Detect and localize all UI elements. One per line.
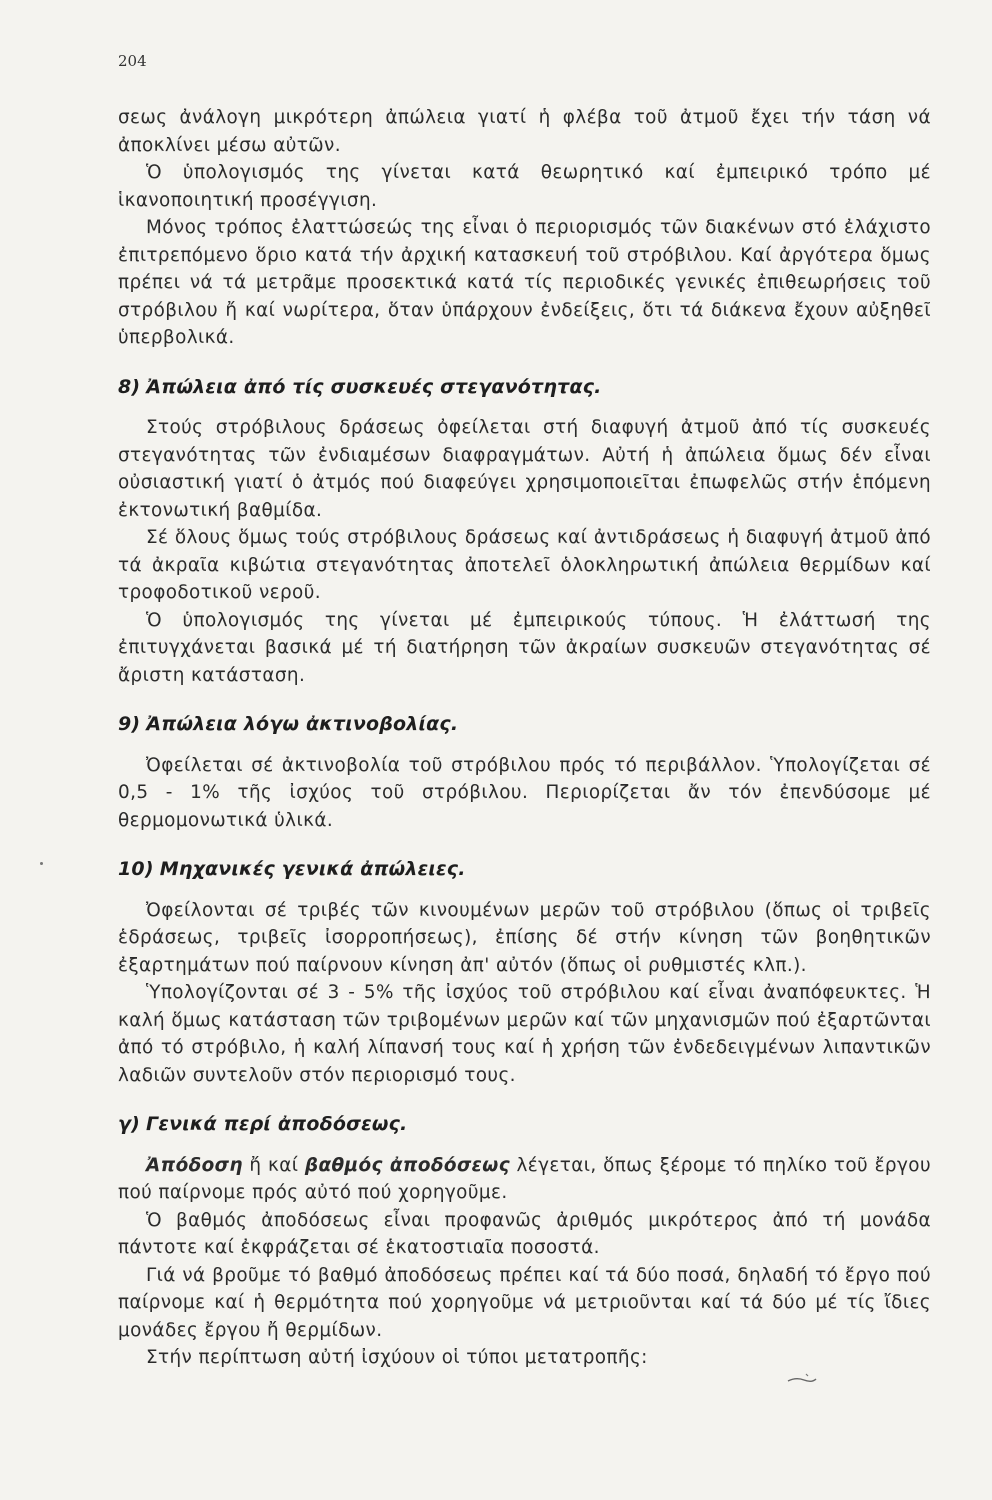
paragraph: Μόνος τρόπος ἐλαττώσεώς της εἶναι ὁ περιορισμός τῶν διακένων στό ἐλάχιστο ἐπιτρεπόμενο ὅριο κατά τήν ἀρχική κατασκευή τοῦ στρόβιλου. Καί ἀργότερα ὅμως πρέπει νά τά μετρᾶμε προσεκτικά κατά τίς περιοδικές γενικές ἐπιθεωρήσεις τοῦ στρόβιλου ἤ καί νωρίτερα, ὅταν ὑπάρχουν ἐνδείξεις, ὅτι τά διάκενα ἔχουν αὐξηθεῖ ὑπερβολικά.	[118, 217, 931, 348]
section-heading-10	[118, 856, 931, 884]
paragraph: Στήν περίπτωση αὐτή ἰσχύουν οἱ τύποι μετατροπῆς:	[146, 1347, 648, 1368]
section-number: 8)	[118, 375, 141, 398]
term-vathmos-apodoseos: βαθμός ἀποδόσεως	[304, 1154, 510, 1176]
section-number: 9)	[118, 713, 141, 735]
paragraph: Ὑπολογίζονται σέ 3 - 5% τῆς ἰσχύος τοῦ στρόβιλου καί εἶναι ἀναπόφευκτες. Ἡ καλή ὅμως κατάσταση τῶν τριβομένων μερῶν καί τῶν μηχανισμῶν πού ἐξαρτῶνται ἀπό τό στρόβιλο, ἡ καλή λίπανσή τους καί ἡ χρήση τῶν ἐνδεδειγμένων λιπαντικῶν λαδιῶν συντελοῦν στόν περιορισμό τους.	[118, 982, 931, 1086]
paragraph: Ὁ ὑπολογισμός της γίνεται κατά θεωρητικό καί ἐμπειρικό τρόπο μέ ἱκανοποιητική προσέγγιση.	[118, 162, 931, 211]
paragraph: Ὀφείλονται σέ τριβές τῶν κινουμένων μερῶν τοῦ στρόβιλου (ὅπως οἱ τριβεῖς ἑδράσεως, τριβεῖς ἰσορροπήσεως), ἐπίσης δέ στήν κίνηση τῶν βοηθητικῶν ἐξαρτημάτων πού παίρνουν κίνηση ἀπ' αὐτόν (ὅπως οἱ ρυθμιστές κλπ.).	[118, 899, 931, 976]
body-text	[118, 104, 931, 1372]
paragraph: Ὁ βαθμός ἀποδόσεως εἶναι προφανῶς ἀριθμός μικρότερος ἀπό τή μονάδα πάντοτε καί ἐκφράζεται σέ ἑκατοστιαῖα ποσοστά.	[118, 1209, 931, 1258]
paragraph	[118, 1152, 931, 1207]
paragraph: Ὁ ὑπολογισμός της γίνεται μέ ἐμπειρικούς τύπους. Ἡ ἐλάττωσή της ἐπιτυγχάνεται βασικά μέ τή διατήρηση τῶν ἀκραίων συσκευῶν στεγανότητας σέ ἄριστη κατάσταση.	[118, 609, 931, 686]
paragraph: Γιά νά βροῦμε τό βαθμό ἀποδόσεως πρέπει καί τά δύο ποσά, δηλαδή τό ἔργο πού παίρνομε καί ἡ θερμότητα πού χορηγοῦμε νά μετριοῦνται καί τά δύο μέ τίς ἴδιες μονάδες ἔργου ἤ θερμίδων.	[118, 1264, 931, 1341]
section-title: Μηχανικές γενικά ἀπώλειες.	[159, 858, 466, 880]
section-number: 10)	[118, 858, 154, 880]
paragraph: Στούς στρόβιλους δράσεως ὀφείλεται στή διαφυγή ἀτμοῦ ἀπό τίς συσκευές στεγανότητας τῶν ἐνδιαμέσων διαφραγμάτων. Αὐτή ἡ ἀπώλεια ὅμως δέν εἶναι οὐσιαστική γιατί ὁ ἀτμός πού διαφεύγει χρησιμοποιεῖται ἐπωφελῶς στήν ἑπόμενη ἐκτονωτική βαθμίδα.	[118, 417, 931, 521]
section-title: Γενικά περί ἀποδόσεως.	[146, 1113, 408, 1135]
scan-speck	[40, 862, 43, 865]
paragraph: σεως ἀνάλογη μικρότερη ἀπώλεια γιατί ἡ φλέβα τοῦ ἀτμοῦ ἔχει τήν τάση νά ἀποκλίνει μέσω αὐτῶν.	[118, 107, 931, 156]
section-title: Ἀπώλεια ἀπό τίς συσκευές στεγανότητας.	[146, 375, 602, 398]
paragraph: Σέ ὅλους ὅμως τούς στρόβιλους δράσεως καί ἀντιδράσεως ἡ διαφυγή ἀτμοῦ ἀπό τά ἀκραῖα κιβώτια στεγανότητας ἀποτελεῖ ὁλοκληρωτική ἀπώλεια θερμίδων καί τροφοδοτικοῦ νεροῦ.	[118, 527, 931, 603]
text-run: λέγεται, ὅπως ξέρομε τό πηλίκο τοῦ ἔργου πού παίρνομε πρός αὐτό πού χορηγοῦμε.	[118, 1154, 931, 1203]
paragraph: Ὀφείλεται σέ ἀκτινοβολία τοῦ στρόβιλου πρός τό περιβάλλον. Ὑπολογίζεται σέ 0,5 - 1% τῆς ἰσχύος τοῦ στρόβιλου. Περιορίζεται ἄν τόν ἐπενδύσομε μέ θερμομονωτικά ὑλικά.	[118, 754, 931, 831]
section-number: γ)	[118, 1113, 141, 1135]
text-run: ἤ καί	[242, 1154, 305, 1176]
section-heading-gamma	[118, 1111, 931, 1139]
page-number: 204	[118, 52, 147, 70]
section-heading-8	[118, 374, 931, 402]
section-heading-9	[118, 711, 931, 739]
margin-mark	[786, 1372, 818, 1384]
term-apodosi: Ἀπόδοση	[146, 1154, 243, 1176]
section-title: Ἀπώλεια λόγω ἀκτινοβολίας.	[146, 713, 459, 735]
